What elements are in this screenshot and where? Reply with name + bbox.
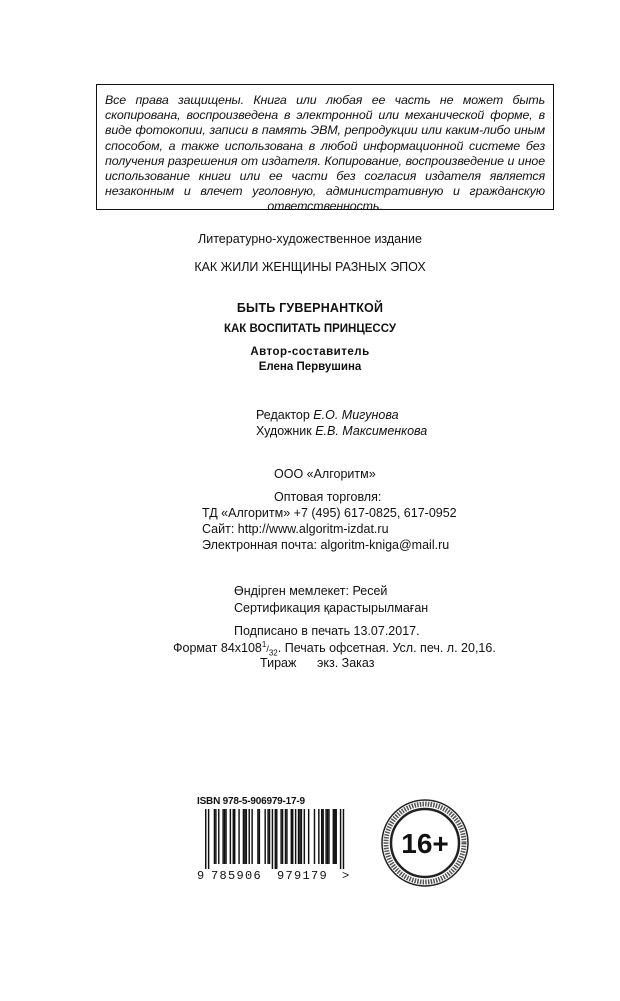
circulation-label: Тираж [260,656,297,670]
format-prefix: Формат 84x108 [173,641,262,656]
barcode-bar [215,809,216,864]
author-role: Автор-составитель [250,346,370,358]
format-num: 1 [261,640,267,649]
barcode-bar [322,809,323,864]
signed-line: Подписано в печать 13.07.2017. [234,624,420,638]
editor-label: Редактор [256,408,310,422]
barcode-bar [292,809,293,864]
barcode-digits [197,869,353,883]
barcode-bar [295,809,296,864]
barcode-bar [244,809,245,864]
barcode-bar [304,809,305,864]
barcode-bar [230,809,231,864]
barcode-bar [340,809,341,869]
country-line: Өндірген мемлекет: Ресей [234,584,388,598]
barcode-bar [251,809,252,864]
barcode-bar [238,809,239,864]
barcode-bar [314,809,315,864]
barcode-bar [328,809,329,864]
format-den: 32 [268,648,278,658]
barcode-bar [308,809,309,864]
barcode-bar [233,809,234,864]
artist-name: Е.В. Максименкова [315,424,428,438]
barcode-bar [325,809,326,864]
age-rating-icon [380,798,470,888]
barcode-bar [222,809,223,864]
barcode-bar [291,809,292,864]
author-name: Елена Первушина [258,361,362,373]
barcode-bar [327,809,328,864]
barcode-bar [343,809,344,869]
barcode-bar [286,809,287,864]
editor-name: Е.О. Мигунова [313,408,399,422]
barcode-bar [282,809,283,864]
barcode-bar [224,809,225,864]
series-title: КАК ЖИЛИ ЖЕНЩИНЫ РАЗНЫХ ЭПОХ [194,260,426,274]
copies-label: экз. Заказ [317,656,375,670]
barcode-bar [205,809,206,869]
barcode-bar [218,809,219,864]
wholesale-contact: ТД «Алгоритм» +7 (495) 617-0825, 617-0952 [202,506,457,520]
barcode-bar [298,809,299,864]
barcode-bars [197,809,353,869]
barcode-bar [334,809,335,864]
barcode-bar [208,809,209,869]
format-line: Формат $84x108^1/_{32}$. Печать офсетная. Усл. печ. л. 20,16. [173,640,496,658]
editor-line [256,408,399,422]
barcode-bar [246,809,247,864]
barcode-bar [259,809,260,864]
barcode-bar [272,809,273,869]
barcode-digits-left: 785906 [211,869,263,883]
barcode-bar [299,809,300,864]
barcode-digit-first: 9 [197,869,205,883]
barcode-bar [321,809,322,864]
barcode-bar [336,809,337,864]
barcode-bar [214,809,215,864]
barcode-bar [243,809,244,864]
artist-line [256,424,427,438]
barcode-bar [264,809,265,864]
edition-type: Литературно-художественное издание [198,232,422,246]
certification-line: Сертификация қарастырылмаған [234,601,429,615]
barcode-bar [234,809,235,864]
publisher-email: Электронная почта: algoritm-kniga@mail.ru [202,538,450,552]
copyright-box [96,84,554,214]
age-rating-badge [380,798,470,888]
copyright-notice: Все права защищены. Книга или любая ее часть не может быть скопирована, воспроизведена в электронной или механической форме, в виде фотокопии, записи в память ЭВМ, репродукции или каким-либо иным способом, а также использована в любой информационной системе без получения разрешения от издателя. Копирование, воспроизведение и иное использование книги или ее части без согласия издателя является незаконным и влечет уголовную, административную и гражданскую ответственность. [105,93,545,214]
barcode-bar [225,809,226,864]
barcode-bar [280,809,281,864]
format-suffix: . Печать офсетная. Усл. печ. л. 20,16. [277,641,496,656]
barcode-bar [285,809,286,864]
wholesale-label: Оптовая торговля: [274,490,382,504]
barcode-bar [249,809,250,864]
barcode-digit-end: > [342,869,350,883]
barcode-bar [275,809,276,869]
book-title: БЫТЬ ГУВЕРНАНТКОЙ [236,301,384,315]
book-subtitle: КАК ВОСПИТАТЬ ПРИНЦЕССУ [223,323,397,335]
barcode-bar [269,809,270,864]
barcode-bar [267,809,268,864]
barcode-digits-right: 979179 [277,869,329,883]
publisher-site: Сайт: http://www.algoritm-izdat.ru [202,522,389,536]
isbn-label: ISBN 978-5-906979-17-9 [197,796,305,807]
artist-label: Художник [256,424,312,438]
barcode-bar [333,809,334,864]
barcode-bar [276,809,277,869]
barcode-bar [318,809,319,864]
publisher-name: ООО «Алгоритм» [274,467,376,481]
barcode-bar [257,809,258,864]
age-rating-text: 16+ [401,828,449,859]
barcode-bar [301,809,302,864]
barcode [197,796,353,882]
